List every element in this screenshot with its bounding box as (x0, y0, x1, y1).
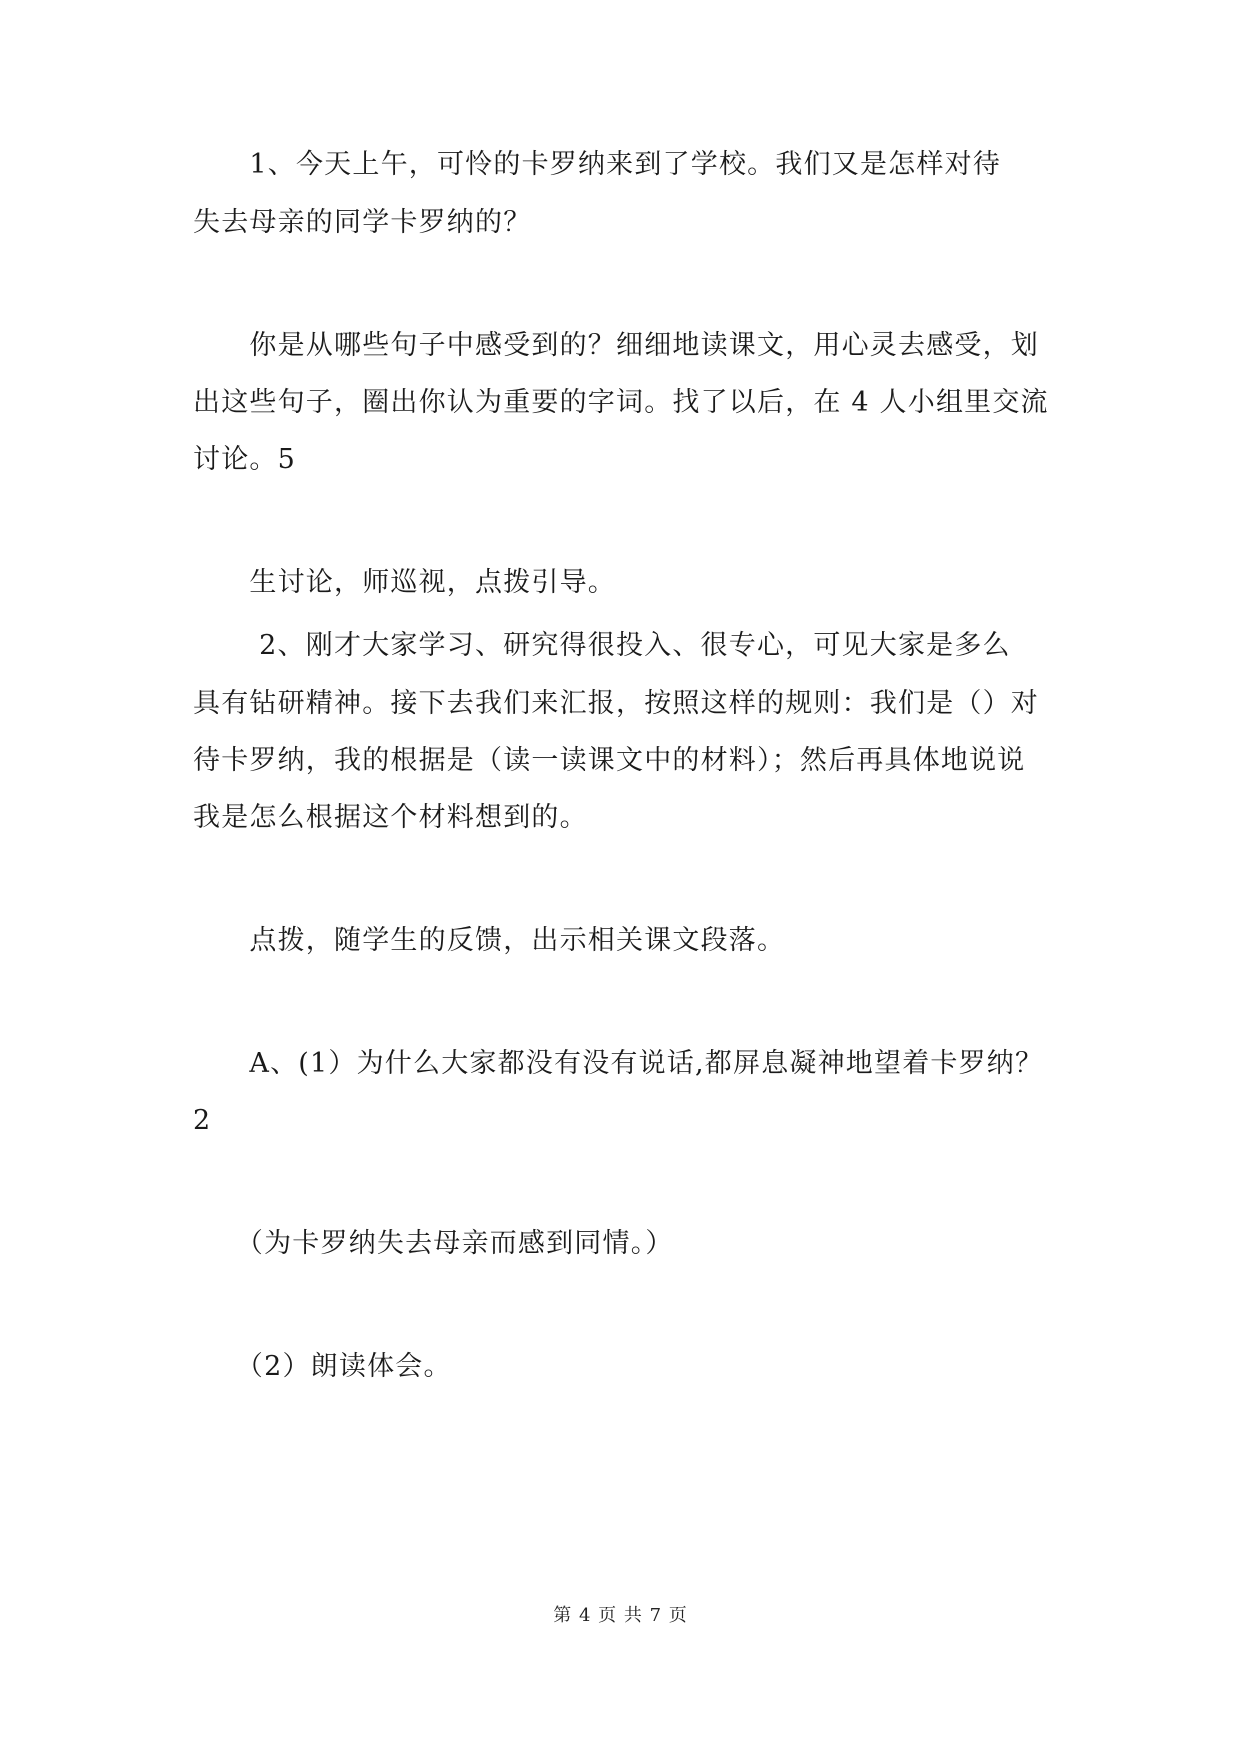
paragraph-4-line-1: 2、刚才大家学习、研究得很投入、很专心，可见大家是多么 (193, 630, 1011, 661)
paragraph-4-line-2: 具有钻研精神。接下去我们来汇报，按照这样的规则：我们是（）对 (193, 688, 1039, 719)
paragraph-3-line-1: 生讨论，师巡视，点拨引导。 (193, 567, 616, 598)
paragraph-2-line-1: 你是从哪些句子中感受到的？细细地读课文，用心灵去感受，划 (193, 330, 1039, 361)
paragraph-8-line-1: （2）朗读体会。 (193, 1351, 452, 1382)
paragraph-6-line-2: 2 (193, 1105, 212, 1136)
paragraph-2-line-2: 出这些句子，圈出你认为重要的字词。找了以后，在 4 人小组里交流 (193, 387, 1049, 418)
page-footer: 第 4 页 共 7 页 (553, 1605, 688, 1626)
paragraph-1-line-1: 1、今天上午，可怜的卡罗纳来到了学校。我们又是怎样对待 (193, 149, 1001, 180)
paragraph-1-line-2: 失去母亲的同学卡罗纳的？ (193, 207, 532, 238)
paragraph-2-line-3: 讨论。5 (193, 444, 296, 475)
paragraph-6-line-1: A、(1）为什么大家都没有没有说话,都屏息凝神地望着卡罗纳？ (193, 1048, 1044, 1079)
paragraph-5-line-1: 点拨，随学生的反馈，出示相关课文段落。 (193, 925, 786, 956)
paragraph-4-line-4: 我是怎么根据这个材料想到的。 (193, 802, 588, 833)
paragraph-4-line-3: 待卡罗纳，我的根据是（读一读课文中的材料）；然后再具体地说说 (193, 745, 1026, 776)
paragraph-7-line-1: （为卡罗纳失去母亲而感到同情。） (193, 1228, 674, 1259)
